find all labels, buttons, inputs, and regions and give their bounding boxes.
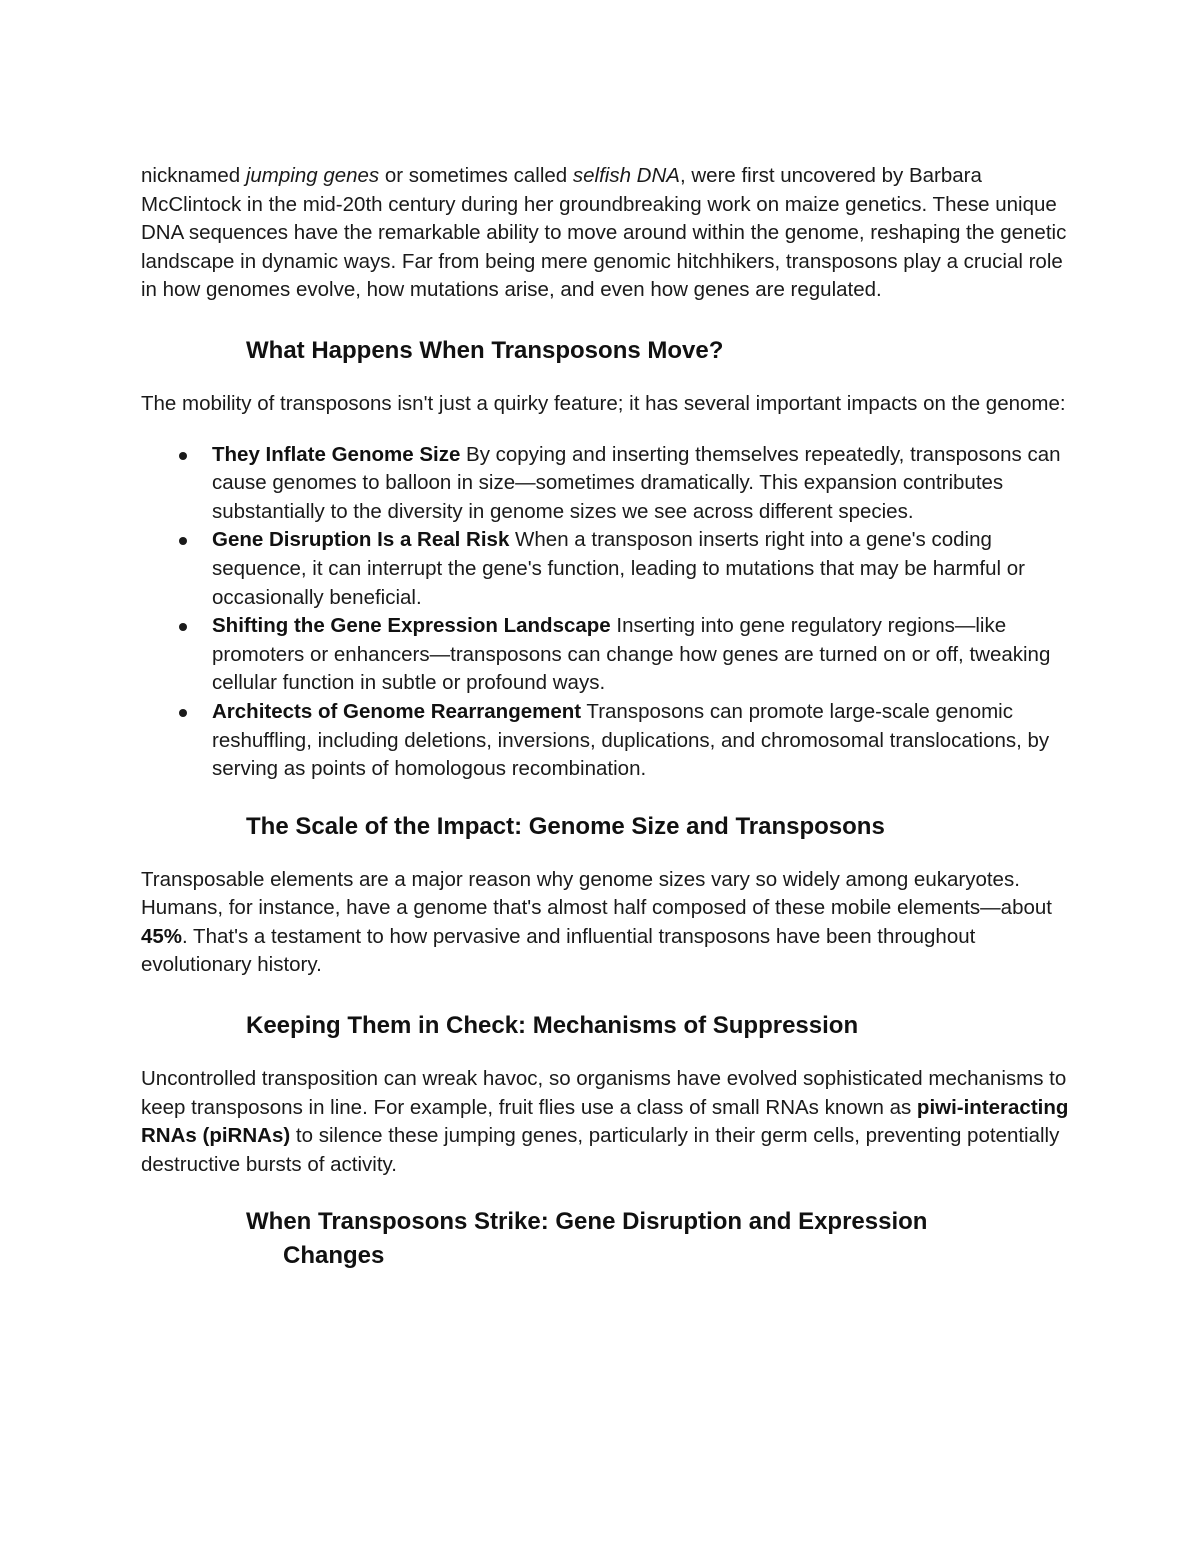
intro-text-1: nicknamed	[141, 164, 246, 187]
bullet-title: Gene Disruption Is a Real Risk	[212, 528, 510, 552]
section-heading-transposons-move: What Happens When Transposons Move?	[246, 336, 724, 364]
section-heading-transposons-strike	[141, 1205, 1071, 1273]
section3-text-1: Uncontrolled transposition can wreak havoc, so organisms have evolved sophisticated mechanisms to keep transposons in line. For example, fruit flies use a class of small RNAs known as	[141, 1067, 1067, 1119]
section2-paragraph	[141, 866, 1071, 980]
section-heading-suppression: Keeping Them in Check: Mechanisms of Suppression	[246, 1012, 859, 1040]
intro-text-3: , were first uncovered by Barbara McClintock in the mid-20th century during her groundbreaking work on maize genetics. These unique DNA sequences have the remarkable ability to move around within the genome, reshaping the genetic landscape in dynamic ways. Far from being mere genomic hitchhikers, transposons play a crucial role in how genomes evolve, how mutations arise, and even how genes are regulated.	[141, 164, 1067, 302]
section-heading-scale-of-impact: The Scale of the Impact: Genome Size and Transposons	[246, 812, 885, 840]
bullet-title: Architects of Genome Rearrangement	[212, 699, 582, 723]
list-item	[212, 441, 1071, 527]
bullet-icon	[179, 709, 187, 717]
bullet-title: Shifting the Gene Expression Landscape	[212, 614, 611, 638]
bullet-text: By copying and inserting themselves repeatedly, transposons can cause genomes to balloon in size—sometimes dramatically. This expansion contributes substantially to the diversity in genome sizes we see across different species.	[212, 442, 1061, 523]
bullet-icon	[179, 452, 187, 460]
heading-line-1: When Transposons Strike: Gene Disruption and Expression	[246, 1208, 928, 1236]
impact-bullet-list	[141, 441, 1071, 784]
intro-emphasis-selfish-dna: selfish DNA	[572, 164, 680, 187]
intro-text-2: or sometimes called	[379, 164, 573, 187]
section3-bold-pirnas: piwi-interacting RNAs (piRNAs)	[141, 1095, 1069, 1148]
list-item	[212, 612, 1071, 698]
bullet-text: When a transposon inserts right into a gene's coding sequence, it can interrupt the gene's function, leading to mutations that may be harmful or occasionally beneficial.	[212, 528, 1026, 609]
bullet-text: Inserting into gene regulatory regions—like promoters or enhancers—transposons can change how genes are turned on or off, tweaking cellular function in subtle or profound ways.	[212, 614, 1051, 695]
intro-emphasis-jumping-genes: jumping genes	[245, 164, 380, 187]
heading-line-2: Changes	[283, 1242, 385, 1270]
bullet-icon	[179, 623, 187, 631]
section3-paragraph	[141, 1065, 1071, 1179]
section2-text-2: . That's a testament to how pervasive and influential transposons have been throughout evolutionary history.	[141, 924, 976, 977]
intro-paragraph	[141, 162, 1071, 305]
section2-bold-percentage: 45%	[141, 924, 183, 948]
bullet-title: They Inflate Genome Size	[212, 442, 461, 466]
section3-text-2: to silence these jumping genes, particularly in their germ cells, preventing potentially destructive bursts of activity.	[141, 1124, 1060, 1176]
section1-paragraph: The mobility of transposons isn't just a quirky feature; it has several important impacts on the genome:	[141, 391, 1066, 415]
bullet-icon	[179, 537, 187, 545]
section2-text-1: Transposable elements are a major reason why genome sizes vary so widely among eukaryotes. Humans, for instance, have a genome that's almost half composed of these mobile elements—about	[141, 867, 1052, 920]
list-item	[212, 698, 1071, 784]
document-body	[141, 162, 1071, 1273]
bullet-text: Transposons can promote large-scale genomic reshuffling, including deletions, inversions, duplications, and chromosomal translocations, by serving as points of homologous recombination.	[212, 699, 1050, 781]
list-item	[212, 526, 1071, 612]
